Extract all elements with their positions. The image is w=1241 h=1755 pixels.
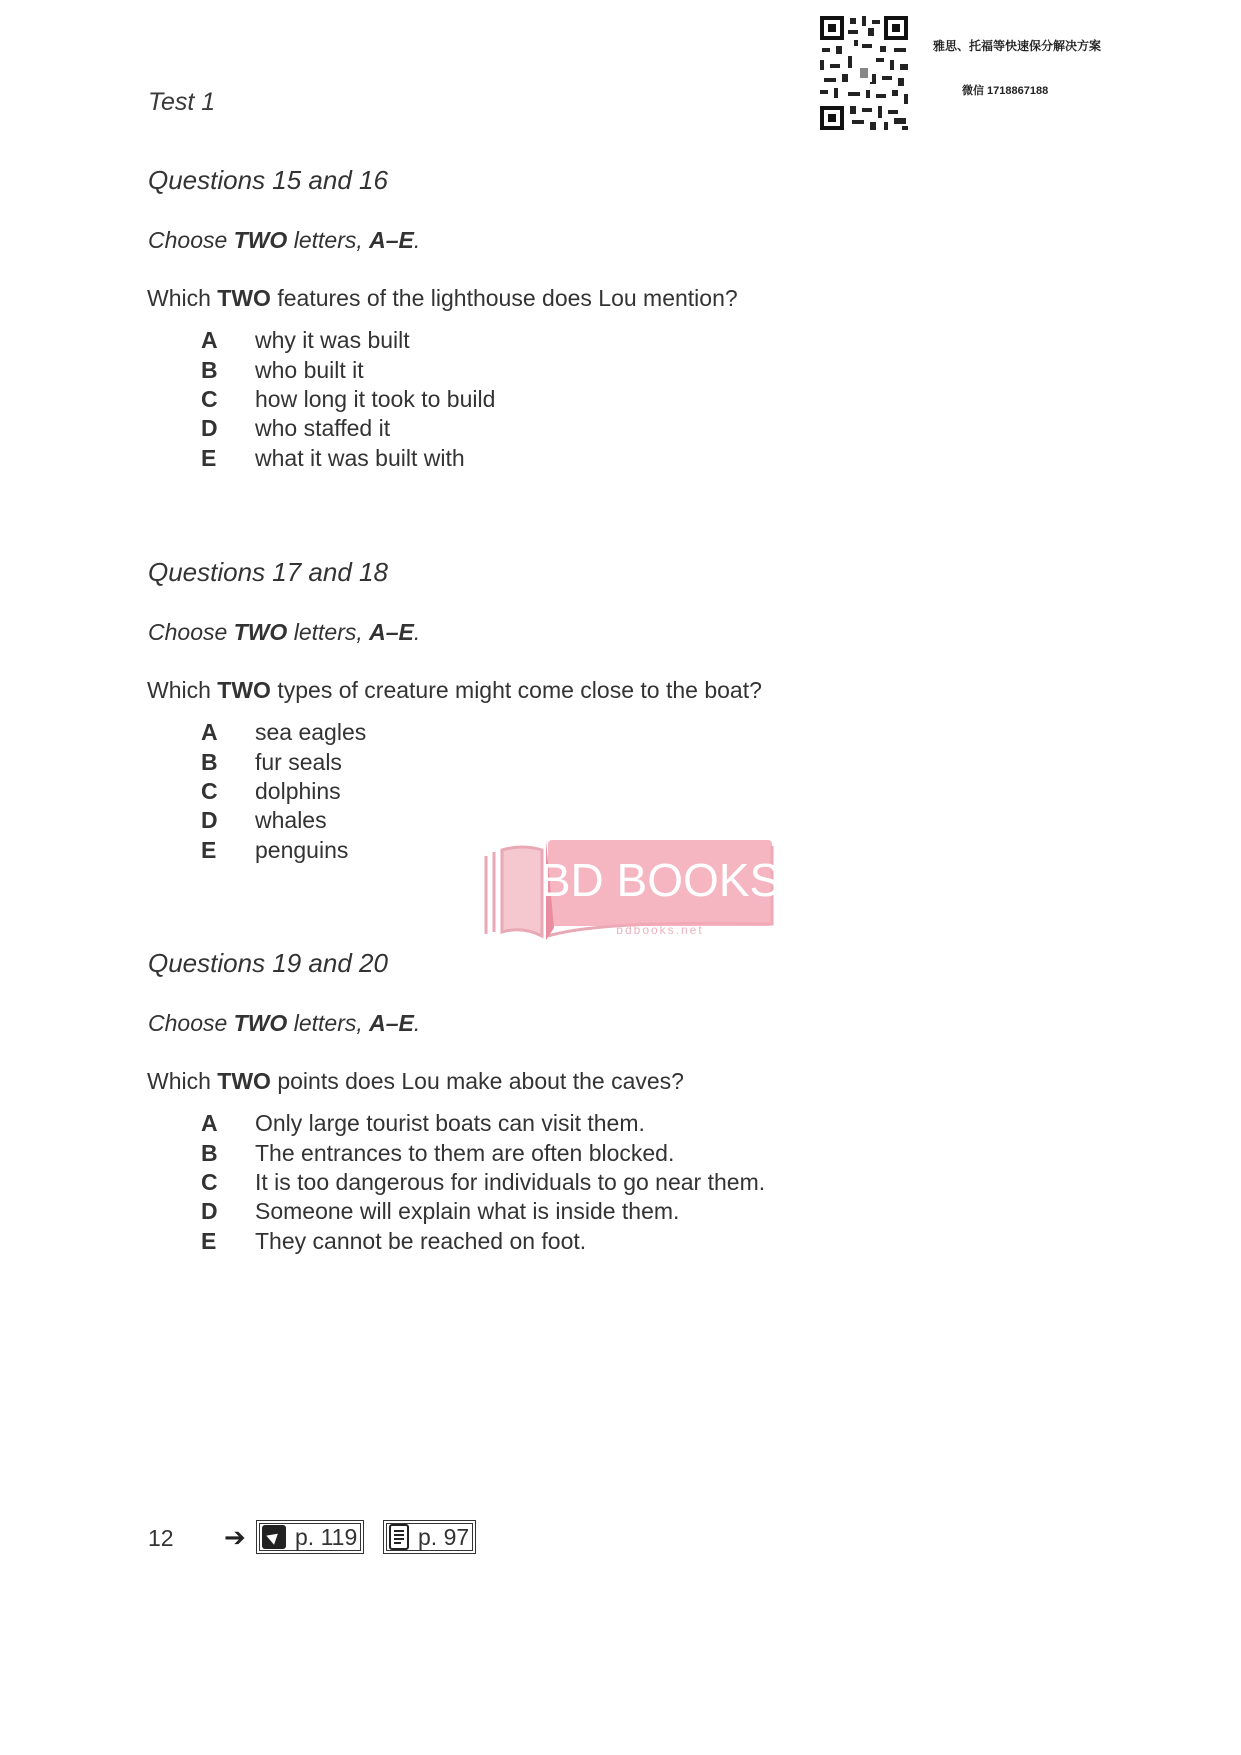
option-item: D who staffed it bbox=[201, 415, 391, 442]
option-item: B fur seals bbox=[201, 748, 342, 775]
question-text: Which TWO types of creature might come close to the boat? bbox=[147, 677, 762, 703]
audio-script-reference: p. 119 bbox=[256, 1520, 364, 1554]
option-item: D whales bbox=[201, 807, 327, 834]
option-item: E They cannot be reached on foot. bbox=[201, 1227, 587, 1254]
option-list bbox=[201, 1109, 765, 1256]
option-item: A why it was built bbox=[201, 327, 410, 354]
book-logo-icon bbox=[482, 836, 778, 942]
svg-text:bdbooks.net: bdbooks.net bbox=[616, 923, 704, 937]
option-item: C how long it took to build bbox=[201, 385, 496, 412]
section-heading: Questions 17 and 18 bbox=[148, 557, 388, 587]
qr-code-image bbox=[818, 14, 910, 132]
bd-books-watermark bbox=[482, 836, 778, 942]
qr-caption-1: 雅思、托福等快速保分解决方案 bbox=[933, 39, 1102, 53]
section-instruction: Choose TWO letters, A–E. bbox=[148, 619, 421, 645]
option-item: D Someone will explain what is inside them. bbox=[201, 1198, 680, 1225]
section-heading: Questions 15 and 16 bbox=[148, 165, 388, 195]
option-list bbox=[201, 326, 495, 473]
option-item: B The entrances to them are often blocked. bbox=[201, 1139, 675, 1166]
page-number: 12 bbox=[148, 1525, 174, 1551]
section-instruction: Choose TWO letters, A–E. bbox=[148, 1010, 421, 1036]
option-list bbox=[201, 718, 366, 865]
option-item: C dolphins bbox=[201, 777, 341, 804]
section-heading: Questions 19 and 20 bbox=[148, 948, 388, 978]
section-instruction: Choose TWO letters, A–E. bbox=[148, 227, 421, 253]
svg-text:BD BOOKS: BD BOOKS bbox=[539, 854, 778, 906]
option-item: E what it was built with bbox=[201, 444, 465, 471]
test-label: Test 1 bbox=[148, 88, 216, 116]
option-item: E penguins bbox=[201, 836, 349, 863]
document-icon bbox=[388, 1523, 410, 1551]
question-text: Which TWO points does Lou make about the caves? bbox=[147, 1068, 684, 1094]
qr-caption-2: 微信 1718867188 bbox=[962, 85, 1049, 97]
answer-key-reference: p. 97 bbox=[383, 1520, 476, 1554]
question-text: Which TWO features of the lighthouse does Lou mention? bbox=[147, 285, 738, 311]
audio-icon bbox=[261, 1524, 287, 1550]
option-item: B who built it bbox=[201, 356, 364, 383]
option-item: A Only large tourist boats can visit them. bbox=[201, 1110, 645, 1137]
option-item: C It is too dangerous for individuals to go near them. bbox=[201, 1168, 766, 1195]
option-item: A sea eagles bbox=[201, 719, 367, 746]
arrow-right-icon: ➔ bbox=[224, 1522, 246, 1552]
